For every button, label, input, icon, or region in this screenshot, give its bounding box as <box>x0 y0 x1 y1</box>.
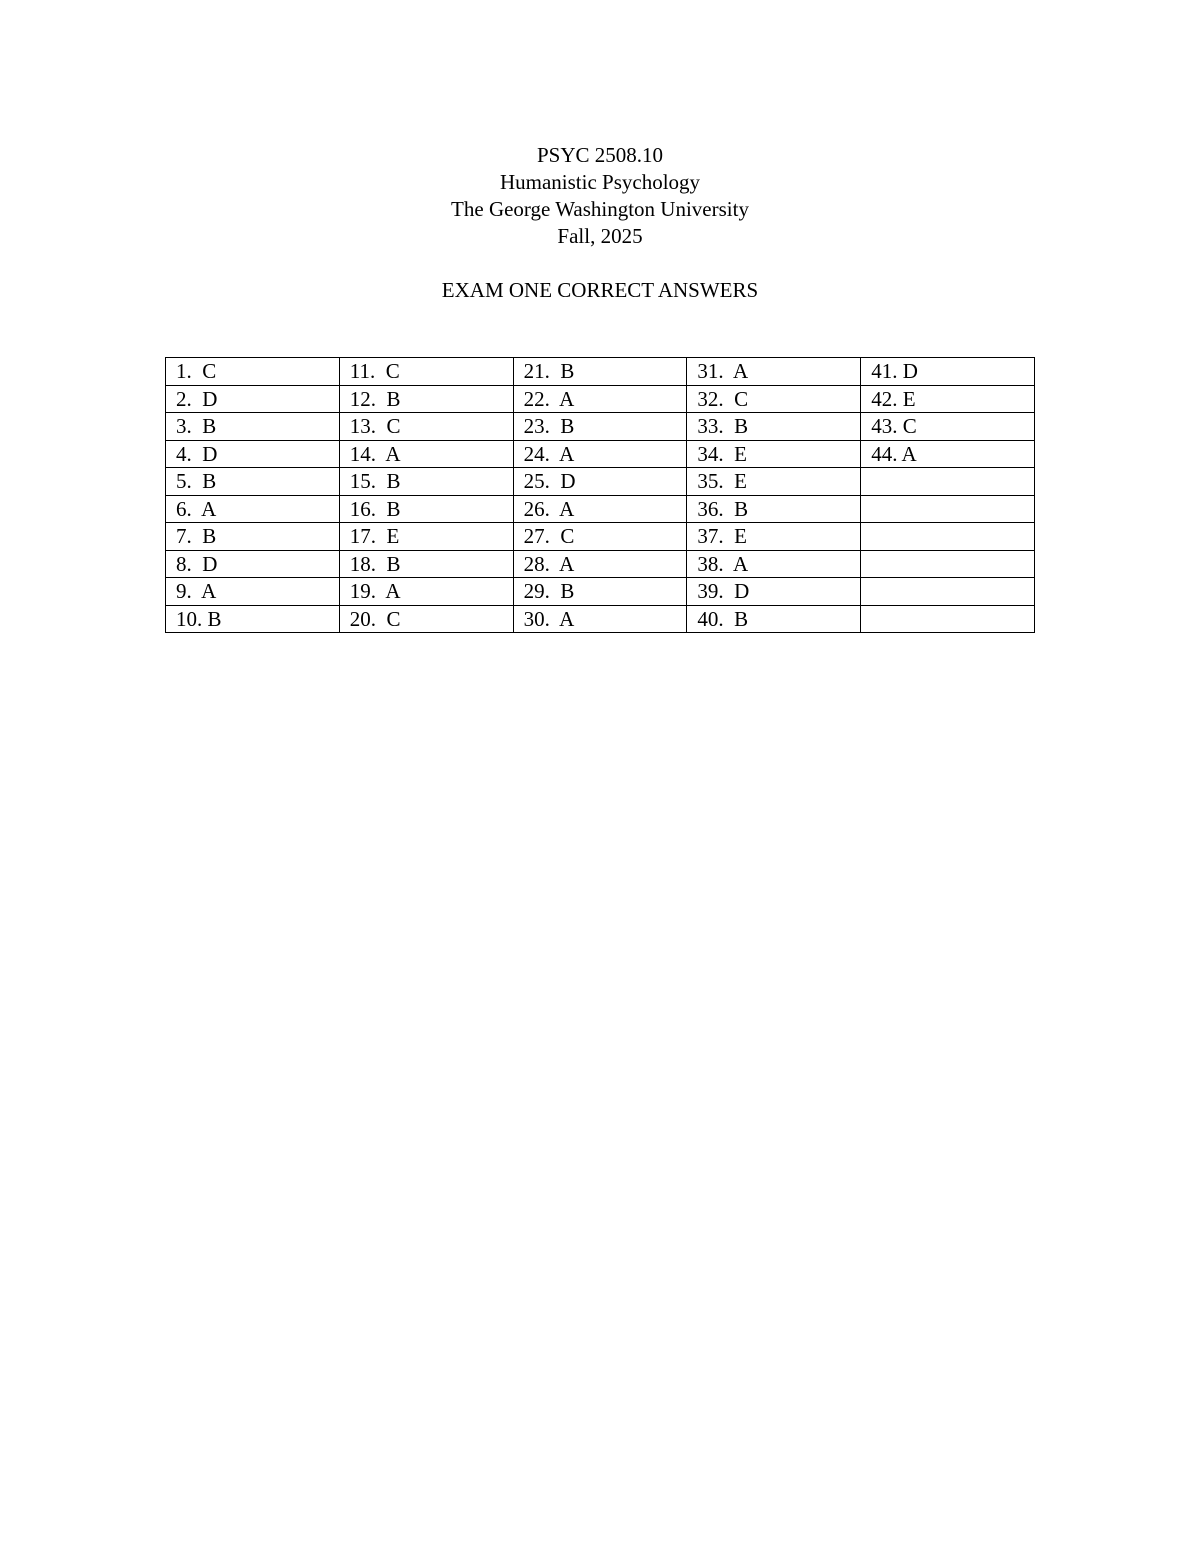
table-row <box>166 440 1035 468</box>
answer-cell: 5. B <box>166 468 340 496</box>
table-row <box>166 578 1035 606</box>
table-row <box>166 550 1035 578</box>
answer-cell: 11. C <box>339 358 513 386</box>
answer-cell: 8. D <box>166 550 340 578</box>
answer-cell: 26. A <box>513 495 687 523</box>
answer-cell: 22. A <box>513 385 687 413</box>
answer-cell: 42. E <box>861 385 1035 413</box>
answer-cell: 24. A <box>513 440 687 468</box>
answer-cell: 43. C <box>861 413 1035 441</box>
table-row <box>166 523 1035 551</box>
answer-cell: 18. B <box>339 550 513 578</box>
answer-cell: 37. E <box>687 523 861 551</box>
table-row <box>166 605 1035 633</box>
answer-cell: 9. A <box>166 578 340 606</box>
table-row <box>166 358 1035 386</box>
answer-cell: 15. B <box>339 468 513 496</box>
answer-cell: 4. D <box>166 440 340 468</box>
answer-cell: 19. A <box>339 578 513 606</box>
answer-cell: 13. C <box>339 413 513 441</box>
table-row <box>166 413 1035 441</box>
answer-cell: 31. A <box>687 358 861 386</box>
answer-cell: 12. B <box>339 385 513 413</box>
answer-cell: 29. B <box>513 578 687 606</box>
answer-cell <box>861 495 1035 523</box>
answer-cell <box>861 578 1035 606</box>
answer-cell: 3. B <box>166 413 340 441</box>
table-row <box>166 495 1035 523</box>
answer-cell: 35. E <box>687 468 861 496</box>
answer-cell: 28. A <box>513 550 687 578</box>
answer-cell: 41. D <box>861 358 1035 386</box>
answer-cell: 23. B <box>513 413 687 441</box>
answer-cell: 27. C <box>513 523 687 551</box>
university-name: The George Washington University <box>451 197 749 221</box>
answer-cell: 10. B <box>166 605 340 633</box>
term: Fall, 2025 <box>557 224 643 248</box>
answer-cell: 36. B <box>687 495 861 523</box>
answer-cell: 7. B <box>166 523 340 551</box>
answer-cell <box>861 605 1035 633</box>
answer-cell: 32. C <box>687 385 861 413</box>
table-row <box>166 468 1035 496</box>
answer-cell: 6. A <box>166 495 340 523</box>
answer-cell: 30. A <box>513 605 687 633</box>
answer-cell: 1. C <box>166 358 340 386</box>
answer-cell <box>861 550 1035 578</box>
course-name: Humanistic Psychology <box>499 170 701 194</box>
answer-cell: 40. B <box>687 605 861 633</box>
answer-cell: 14. A <box>339 440 513 468</box>
answer-cell: 17. E <box>339 523 513 551</box>
answer-cell: 16. B <box>339 495 513 523</box>
answer-cell <box>861 468 1035 496</box>
answer-cell: 21. B <box>513 358 687 386</box>
answer-cell: 25. D <box>513 468 687 496</box>
course-code: PSYC 2508.10 <box>536 143 664 167</box>
answer-cell: 20. C <box>339 605 513 633</box>
answer-key-table <box>165 357 1035 633</box>
answer-cell: 34. E <box>687 440 861 468</box>
answer-key-body <box>166 358 1035 633</box>
answer-cell <box>861 523 1035 551</box>
document-header <box>0 142 1200 250</box>
answer-cell: 33. B <box>687 413 861 441</box>
answer-cell: 2. D <box>166 385 340 413</box>
answer-cell: 38. A <box>687 550 861 578</box>
exam-title: EXAM ONE CORRECT ANSWERS <box>441 278 759 302</box>
answer-cell: 39. D <box>687 578 861 606</box>
table-row <box>166 385 1035 413</box>
answer-cell: 44. A <box>861 440 1035 468</box>
